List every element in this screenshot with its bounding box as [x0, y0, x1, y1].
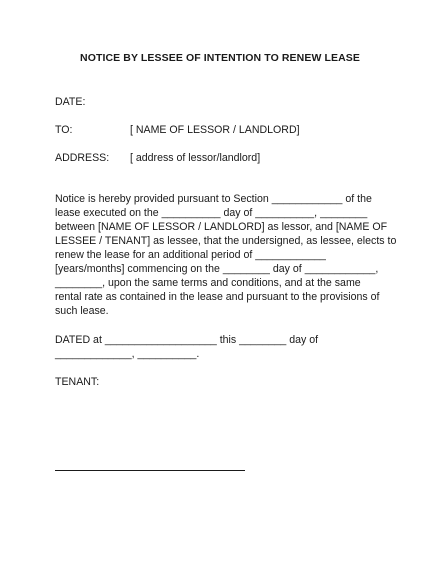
address-label: ADDRESS: [55, 152, 110, 164]
to-label: TO: [55, 124, 73, 136]
dated-line-2: _____________, __________. [55, 348, 200, 360]
to-value: [ NAME OF LESSOR / LANDLORD] [130, 124, 300, 136]
body-line: rental rate as contained in the lease and pursuant to the provisions of [55, 291, 380, 303]
date-label: DATE: [55, 96, 86, 108]
body-line: between [NAME OF LESSOR / LANDLORD] as lessor, and [NAME OF [55, 221, 388, 233]
dated-line-1: DATED at ___________________ this ________ day of [55, 334, 319, 346]
body-line: lease executed on the __________ day of __________, ________ [55, 207, 368, 219]
notice-body [55, 192, 395, 318]
address-line [55, 151, 261, 165]
body-line: LESSEE / TENANT] as lessee, that the undersigned, as lessee, elects to [55, 235, 397, 247]
tenant-label: TENANT: [55, 376, 100, 388]
body-line: Notice is hereby provided pursuant to Section ____________ of the [55, 193, 372, 205]
to-line [55, 123, 300, 137]
body-line: ________, upon the same terms and conditions, and at the same [55, 277, 361, 289]
body-line: such lease. [55, 305, 109, 317]
signature-line [55, 470, 245, 471]
body-line: renew the lease for an additional period of ____________ [55, 249, 326, 261]
body-line: [years/months] commencing on the ________ day of ____________, [55, 263, 379, 275]
date-line [55, 95, 85, 109]
address-value: [ address of lessor/landlord] [130, 152, 261, 164]
document-title: NOTICE BY LESSEE OF INTENTION TO RENEW LEASE [80, 52, 360, 64]
